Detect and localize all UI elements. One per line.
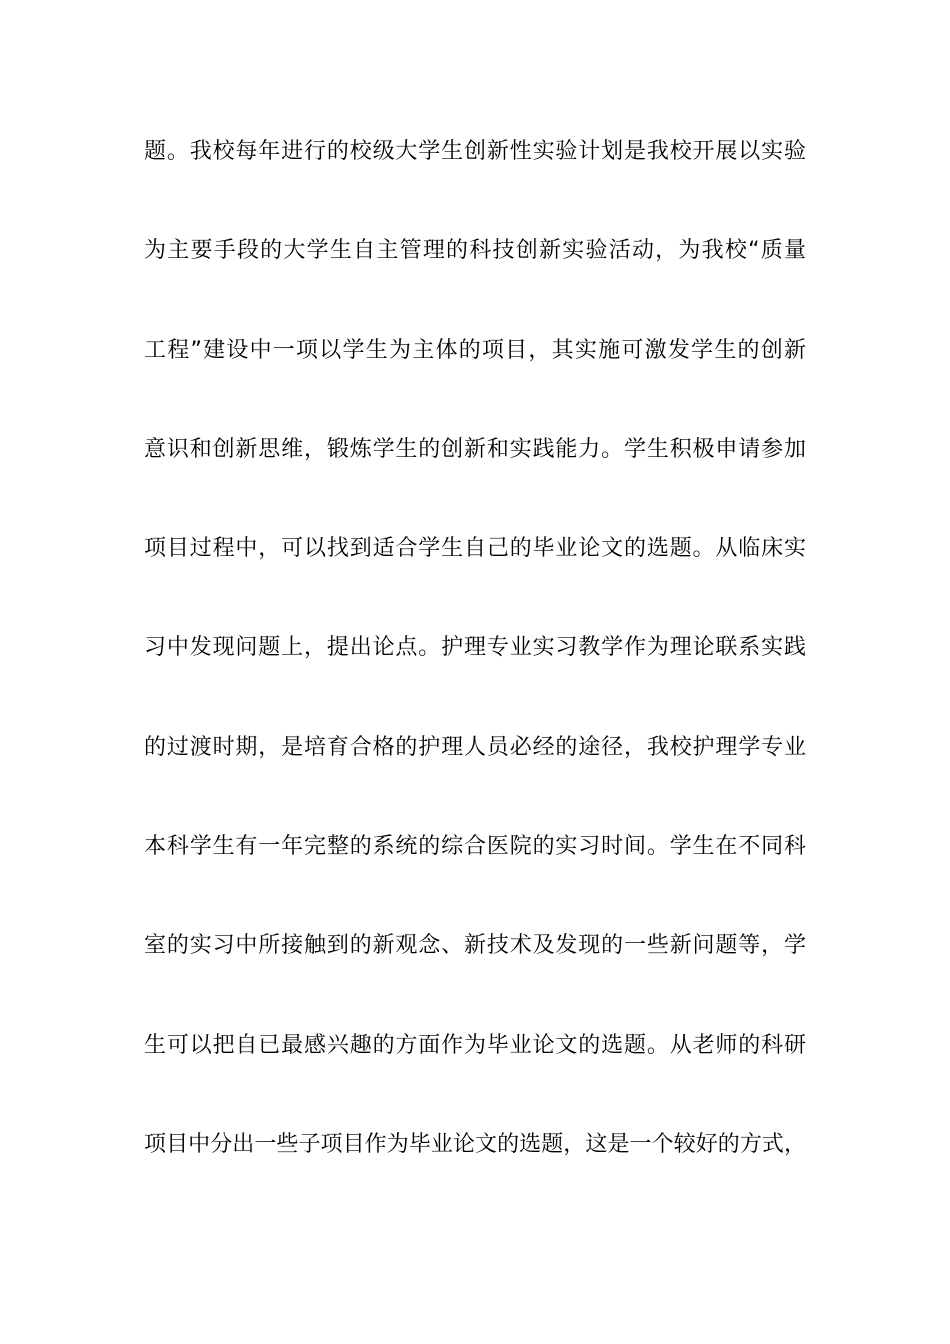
body-text-line: 生可以把自已最感兴趣的方面作为毕业论文的选题。从老师的科研 [144,1033,806,1058]
body-text-line: 题。我校每年进行的校级大学生创新性实验计划是我校开展以实验 [144,139,806,164]
body-text-line: 本科学生有一年完整的系统的综合医院的实习时间。学生在不同科 [144,834,806,859]
body-text-line: 项目中分出一些子项目作为毕业论文的选题，这是一个较好的方式， [144,1132,806,1157]
body-text-line: 的过渡时期，是培育合格的护理人员必经的途径，我校护理学专业 [144,735,806,760]
body-text-line: 为主要手段的大学生自主管理的科技创新实验活动，为我校“质量 [144,238,806,263]
body-text-line: 项目过程中，可以找到适合学生自己的毕业论文的选题。从临床实 [144,536,806,561]
body-text-line: 习中发现问题上，提出论点。护理专业实习教学作为理论联系实践 [144,635,806,660]
body-text-line: 工程”建设中一项以学生为主体的项目，其实施可激发学生的创新 [144,338,806,363]
body-text-line: 意识和创新思维，锻炼学生的创新和实践能力。学生积极申请参加 [144,437,806,462]
body-text-line: 室的实习中所接触到的新观念、新技术及发现的一些新问题等，学 [144,933,806,958]
